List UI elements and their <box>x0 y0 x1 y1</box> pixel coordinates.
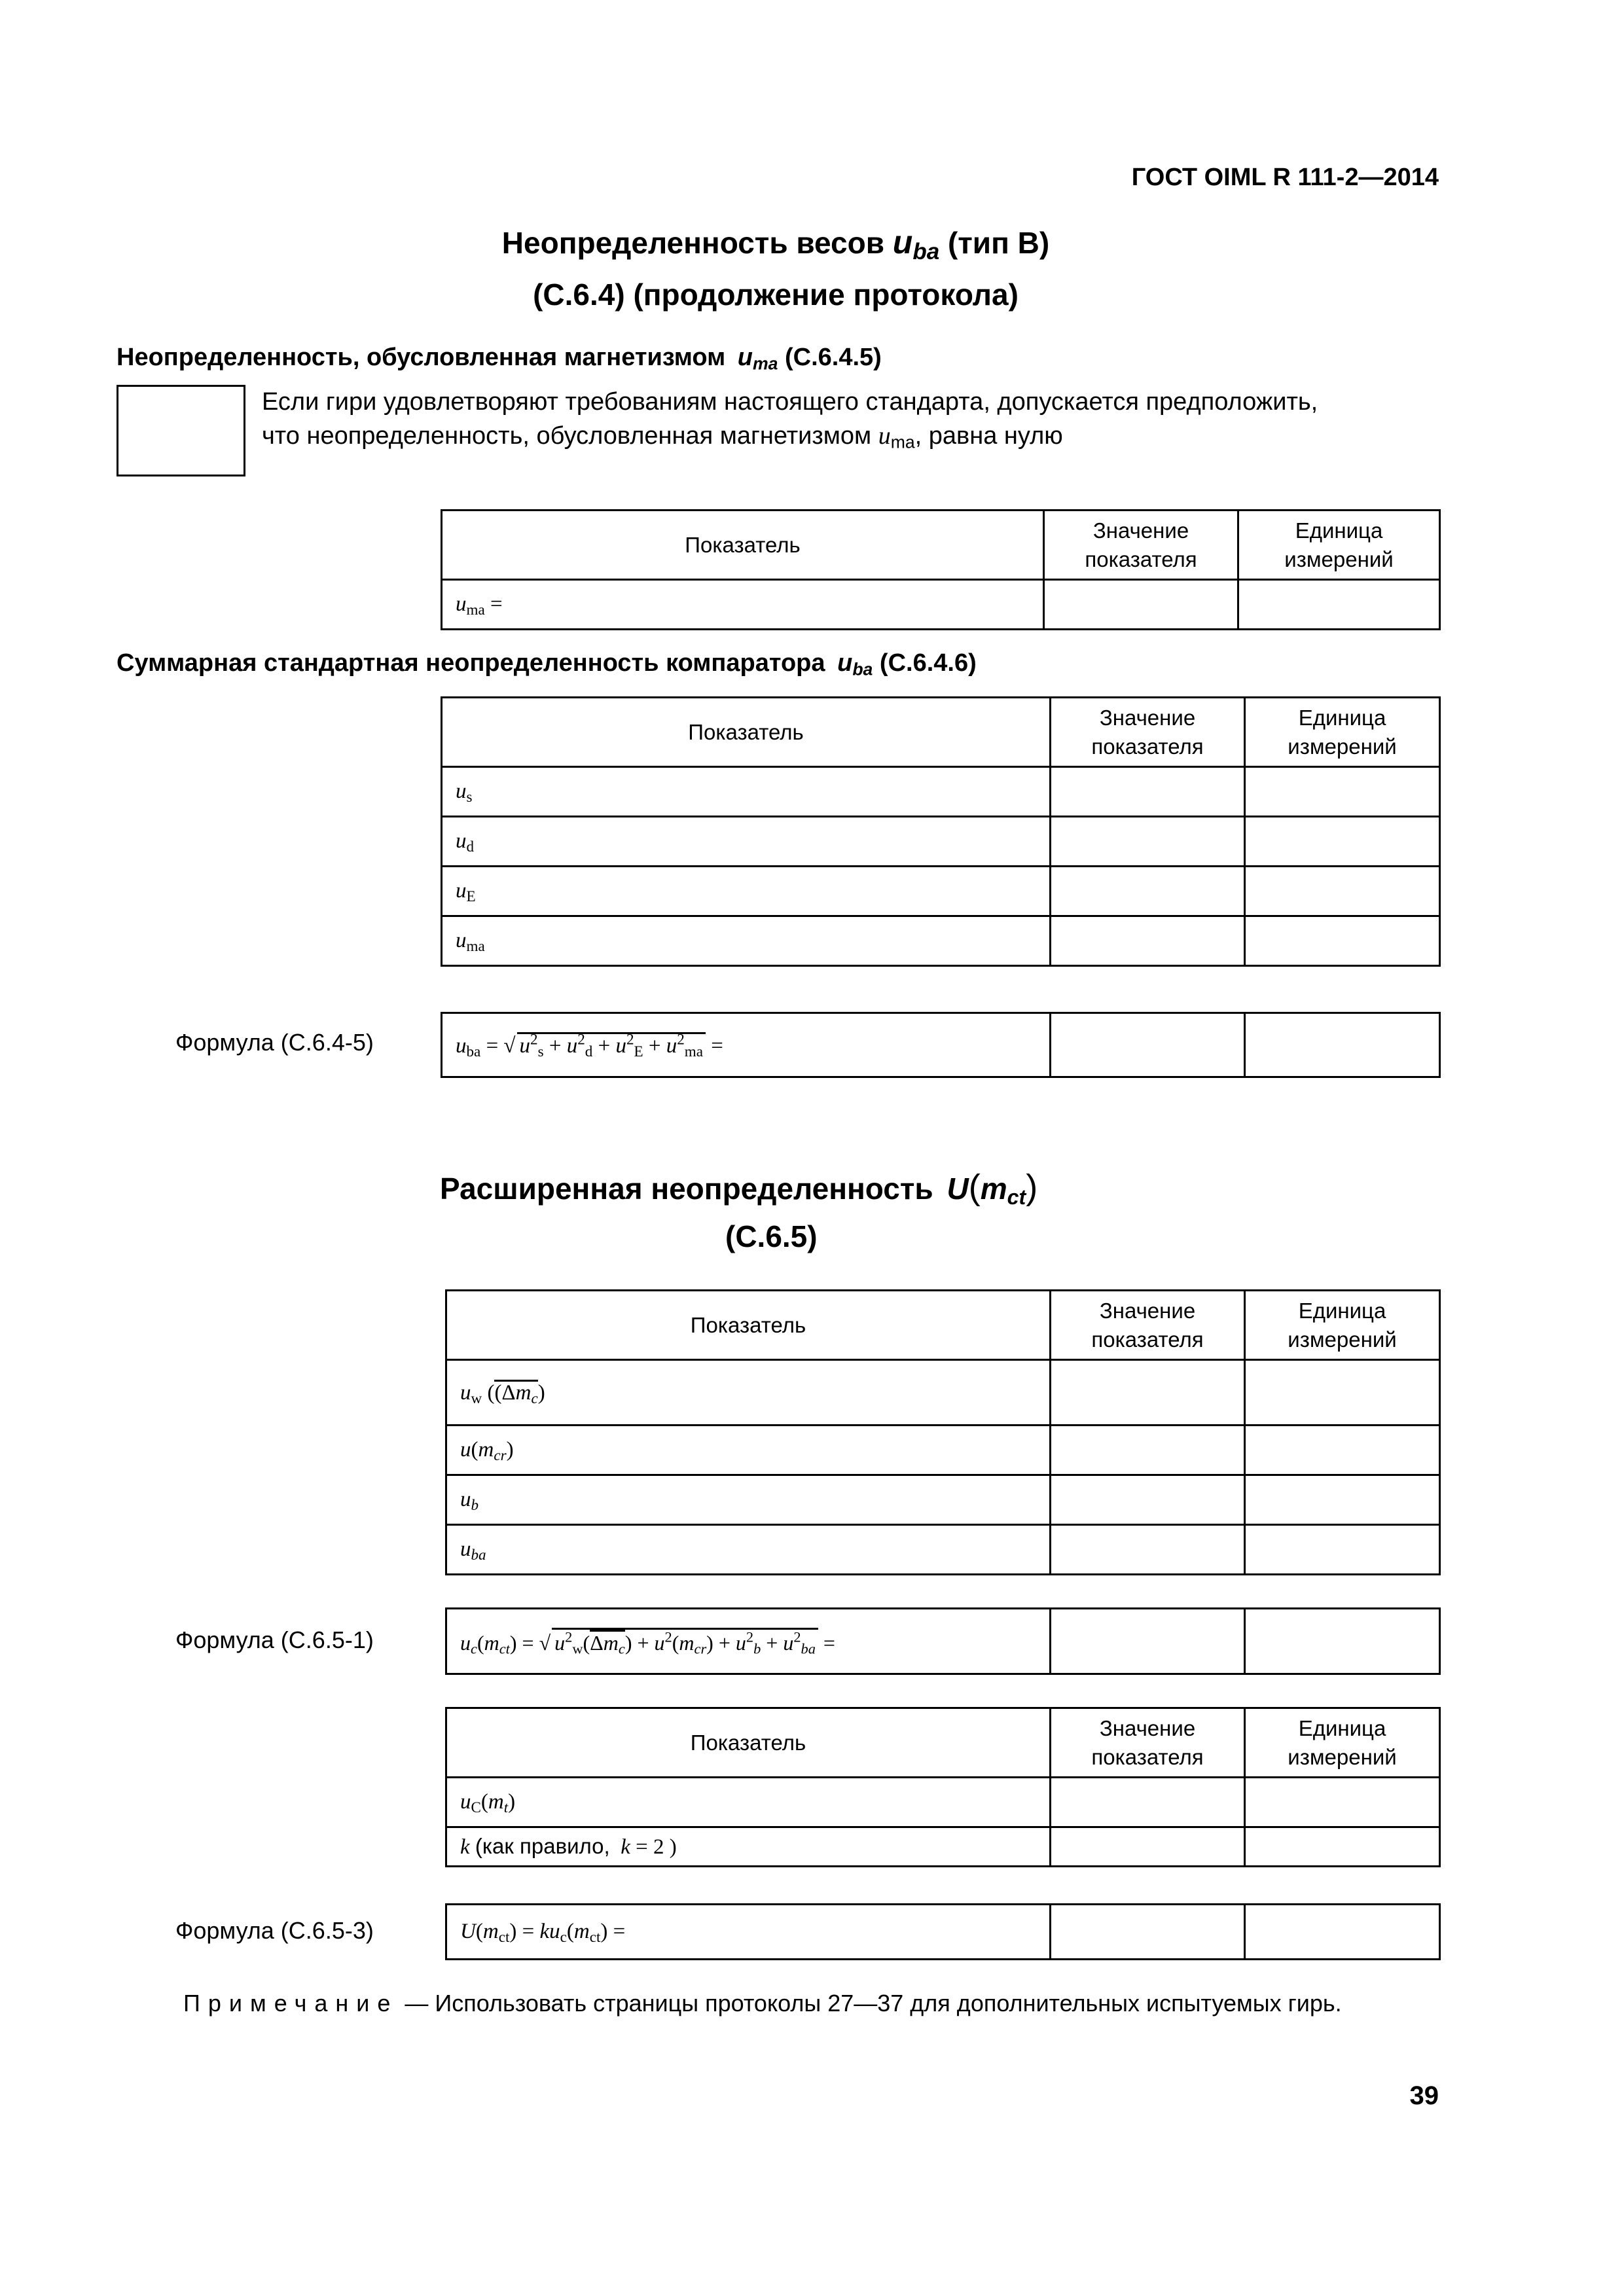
value-cell[interactable] <box>1051 767 1245 817</box>
u-c-label: $u_C(m_t)$ <box>446 1778 1051 1827</box>
combined-table <box>441 696 1441 967</box>
table-row <box>446 1525 1440 1575</box>
value-cell[interactable] <box>1051 817 1245 867</box>
value-cell[interactable] <box>1051 1609 1245 1674</box>
unit-cell[interactable] <box>1245 1475 1440 1525</box>
value-cell[interactable] <box>1051 1426 1245 1475</box>
param-header: Показатель <box>446 1708 1051 1778</box>
formula-table-c645 <box>441 1012 1441 1078</box>
value-header: Значение показателя <box>1044 511 1238 580</box>
table-row <box>446 1426 1440 1475</box>
param-header: Показатель <box>442 698 1051 767</box>
value-cell[interactable] <box>1044 580 1238 630</box>
unit-cell[interactable] <box>1238 580 1440 630</box>
unit-cell[interactable] <box>1245 1013 1440 1077</box>
magnetism-table <box>441 509 1441 630</box>
value-cell[interactable] <box>1051 1778 1245 1827</box>
value-cell[interactable] <box>1051 1905 1245 1960</box>
u-b-label: $u_b$ <box>446 1475 1051 1525</box>
formula-c653: $U(m_{ct}) = ku_c(m_{ct})$ = <box>446 1905 1051 1960</box>
table-header-row <box>442 511 1440 580</box>
u-d-label: $u_d$ <box>442 817 1051 867</box>
k-label: k (как правило, k = 2 ) <box>446 1827 1051 1867</box>
value-header: Значение показателя <box>1051 1708 1245 1778</box>
unit-cell[interactable] <box>1245 916 1440 966</box>
u-ma-label: $u_{ma}$ <box>442 916 1051 966</box>
formula-label-c651: Формула (C.6.5-1) <box>175 1626 374 1653</box>
u-s-label: $u_s$ <box>442 767 1051 817</box>
formula-label-c653: Формула (C.6.5-3) <box>175 1917 374 1944</box>
expanded-ref: (C.6.5) <box>725 1219 818 1253</box>
param-header: Показатель <box>446 1291 1051 1360</box>
table-row <box>442 916 1440 966</box>
note: Примечание — Использовать страницы протоколы 27—37 для дополнительных испытуемых гирь. <box>183 1990 1342 2017</box>
u-ba-label: $u_{ba}$ <box>446 1525 1051 1575</box>
value-cell[interactable] <box>1051 1525 1245 1575</box>
formula-c651: $u_c(m_{ct})$ = √ $u^2_w(\Delta m_c) + u^2(m_{cr}) + u^2_b + u^2_{ba}$ = <box>446 1609 1051 1674</box>
combined-heading: Суммарная стандартная неопределенность компаратора $u_{ba}$ (C.6.4.6) <box>117 649 977 679</box>
param-header: Показатель <box>442 511 1044 580</box>
table-row <box>442 867 1440 916</box>
value-cell[interactable] <box>1051 1827 1245 1867</box>
unit-header: Единица измерений <box>1245 698 1440 767</box>
u-w-label: $u_w$ ($(\Delta m_c)$ <box>446 1360 1051 1426</box>
formula-label-c645: Формула (C.6.4-5) <box>175 1029 374 1056</box>
table-row <box>442 767 1440 817</box>
u-mcr-label: $u(m_{cr})$ <box>446 1426 1051 1475</box>
table-header-row <box>446 1708 1440 1778</box>
unit-cell[interactable] <box>1245 1360 1440 1426</box>
u-e-label: $u_E$ <box>442 867 1051 916</box>
table-row <box>442 817 1440 867</box>
table-header-row <box>446 1291 1440 1360</box>
table-row <box>442 580 1440 630</box>
value-cell[interactable] <box>1051 916 1245 966</box>
formula-c645: $u_{ba}$ = √ $u^2_s + u^2_d + u^2_E + u^2_{ma}$ = <box>442 1013 1051 1077</box>
magnetism-text: Если гири удовлетворяют требованиям настоящего стандарта, допускается предположить, что неопределенность, обусловленная магнетизмом $u_{ma}$, равна нулю <box>262 388 1318 452</box>
unit-cell[interactable] <box>1245 1426 1440 1475</box>
value-cell[interactable] <box>1051 1360 1245 1426</box>
value-cell[interactable] <box>1051 1475 1245 1525</box>
table-header-row <box>442 698 1440 767</box>
unit-cell[interactable] <box>1245 1905 1440 1960</box>
unit-cell[interactable] <box>1245 1778 1440 1827</box>
unit-cell[interactable] <box>1245 767 1440 817</box>
page-number: 39 <box>1409 2081 1439 2110</box>
unit-cell[interactable] <box>1245 1609 1440 1674</box>
table-row <box>446 1475 1440 1525</box>
expanded-table <box>445 1289 1441 1575</box>
unit-cell[interactable] <box>1245 817 1440 867</box>
u-ba-symbol: $u_{ba}$ <box>892 224 940 264</box>
unit-cell[interactable] <box>1245 1827 1440 1867</box>
unit-header: Единица измерений <box>1238 511 1440 580</box>
magnetism-checkbox[interactable] <box>117 385 245 476</box>
expanded-title: Расширенная неопределенность $U(m_{ct})$ <box>440 1168 1038 1210</box>
value-header: Значение показателя <box>1051 698 1245 767</box>
unit-cell[interactable] <box>1245 1525 1440 1575</box>
page-title: Неопределенность весов $u_{ba}$ (тип B) <box>501 224 1050 264</box>
formula-table-c651 <box>445 1607 1441 1675</box>
magnetism-heading: Неопределенность, обусловленная магнетизмом $u_{ma}$ (C.6.4.5) <box>117 344 882 374</box>
unit-header: Единица измерений <box>1245 1708 1440 1778</box>
unit-cell[interactable] <box>1245 867 1440 916</box>
table-row <box>446 1827 1440 1867</box>
table-row <box>446 1778 1440 1827</box>
value-header: Значение показателя <box>1051 1291 1245 1360</box>
standard-header: ГОСТ OIML R 111-2—2014 <box>1131 164 1439 191</box>
table-row <box>446 1360 1440 1426</box>
unit-header: Единица измерений <box>1245 1291 1440 1360</box>
value-cell[interactable] <box>1051 867 1245 916</box>
coverage-table <box>445 1707 1441 1867</box>
value-cell[interactable] <box>1051 1013 1245 1077</box>
u-ma-row-label: $u_{ma}$ = <box>442 580 1044 630</box>
page-subtitle: (C.6.4) (продолжение протокола) <box>533 278 1019 312</box>
formula-table-c653 <box>445 1903 1441 1960</box>
